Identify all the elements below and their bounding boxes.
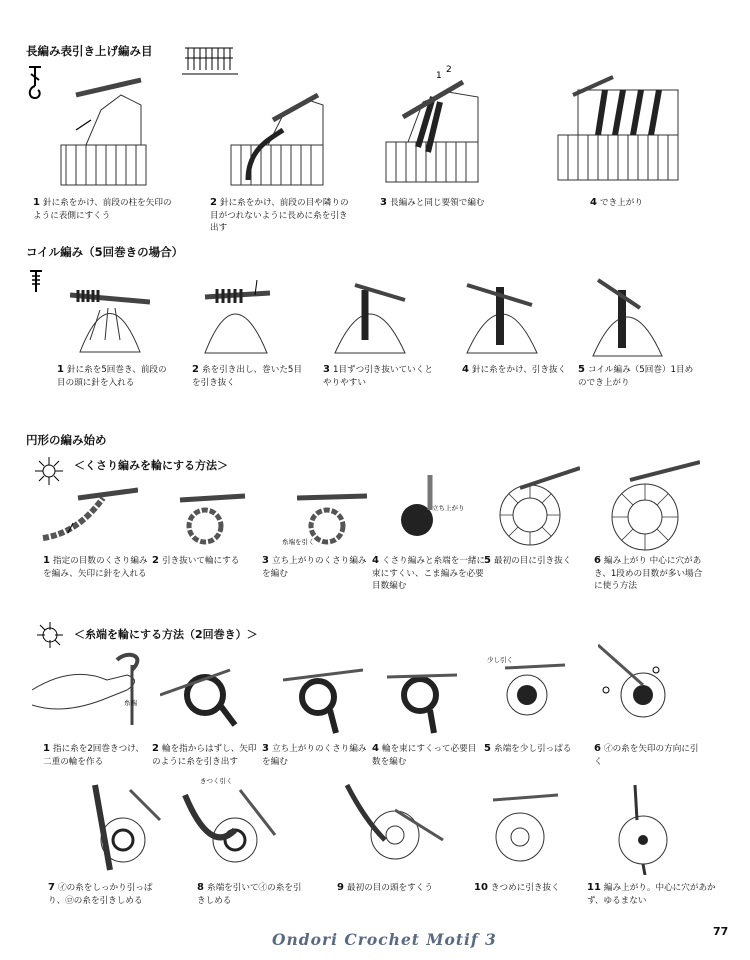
- magic-ring-step-1-illustration: [32, 645, 147, 730]
- label-pull-tail: 糸端を引く: [282, 538, 315, 546]
- magic-ring-step-5-caption: 5 糸端を少し引っぱる: [484, 743, 572, 754]
- magic-ring-step-11-illustration: [605, 780, 685, 875]
- stitch-chart-icon: [180, 44, 240, 82]
- label-turning-chain: 立ち上がり: [432, 504, 465, 512]
- front-post-step-4-caption: 4 でき上がり: [590, 197, 643, 208]
- coil-stitch-symbol-icon: [28, 268, 44, 298]
- chain-ring-step-4-illustration: [382, 470, 472, 545]
- front-post-step-3-illustration: [378, 62, 488, 187]
- magic-ring-step-7-illustration: [75, 780, 165, 875]
- page-number: 77: [713, 925, 729, 938]
- subsection-title-chain-ring: ＜くさり編みを輪にする方法＞: [74, 459, 228, 472]
- chain-ring-step-4-caption: 4 くさり編みと糸端を一緒に束にすくい、こま編みを必要目数編む: [372, 555, 486, 591]
- arrow-label-1: 1: [436, 71, 442, 81]
- section-title-circle-start: 円形の編み始め: [26, 433, 107, 447]
- magic-ring-step-7-caption: 7 ㋑の糸をしっかり引っぱり、㋺の糸を引きしめる: [48, 882, 153, 906]
- arrow-label-2: 2: [446, 65, 452, 75]
- magic-ring-step-5-illustration: [485, 650, 570, 735]
- chain-ring-step-6-illustration: [600, 460, 700, 555]
- chain-ring-step-1-caption: 1 指定の目数のくさり編みを編み、矢印に針を入れる: [43, 555, 148, 579]
- section-title-coil-stitch: コイル編み（5回巻きの場合）: [26, 245, 184, 259]
- label-yarn-tail: 糸端: [124, 699, 137, 707]
- subsection-title-magic-ring: ＜糸端を輪にする方法（2回巻き）＞: [74, 628, 258, 641]
- magic-ring-step-6-illustration: [598, 640, 683, 735]
- front-post-step-1-caption: 1 針に糸をかけ、前段の柱を矢印のように表側にすくう: [33, 197, 172, 221]
- coil-step-5-illustration: [590, 278, 665, 358]
- magic-ring-step-4-illustration: [382, 655, 462, 735]
- chain-ring-step-5-caption: 5 最初の目に引き抜く: [484, 555, 572, 566]
- chain-ring-step-3-illustration: [282, 478, 372, 548]
- chain-ring-step-2-illustration: [160, 478, 250, 548]
- magic-ring-step-6-caption: 6 ㋑の糸を矢印の方向に引く: [594, 743, 699, 767]
- magic-ring-step-10-caption: 10 きつめに引き抜く: [474, 882, 560, 893]
- magic-ring-step-11-caption: 11 編み上がり。中心に穴があかず、ゆるまない: [587, 882, 716, 906]
- magic-ring-step-4-caption: 4 輪を束にすくって必要目数を編む: [372, 743, 477, 767]
- coil-step-1-illustration: [70, 280, 150, 355]
- coil-step-5-caption: 5 コイル編み（5回巻）1目めのでき上がり: [578, 364, 694, 388]
- coil-step-3-illustration: [330, 280, 410, 355]
- front-post-step-2-illustration: [228, 90, 328, 190]
- coil-step-4-caption: 4 針に糸をかけ、引き抜く: [462, 364, 567, 375]
- coil-step-2-caption: 2 糸を引き出し、巻いた5目を引き抜く: [192, 364, 302, 388]
- label-pull-slightly: 少し引く: [487, 656, 513, 664]
- magic-ring-step-2-caption: 2 輪を指からはずし、矢印のように糸を引き出す: [152, 743, 257, 767]
- coil-step-1-caption: 1 針に糸を5回巻き、前段の目の頭に針を入れる: [57, 364, 167, 388]
- front-post-symbol-icon: [26, 64, 48, 108]
- chain-ring-step-1-illustration: [38, 478, 138, 543]
- chain-ring-step-3-caption: 3 立ち上がりのくさり編みを編む: [262, 555, 367, 579]
- chain-ring-step-6-caption: 6 編み上がり 中心に穴があき、1段めの目数が多い場合に使う方法: [594, 555, 703, 591]
- coil-step-4-illustration: [462, 275, 542, 355]
- footer-book-title: Ondori Crochet Motif 3: [272, 930, 497, 949]
- magic-ring-step-3-illustration: [278, 655, 368, 735]
- magic-ring-step-2-illustration: [160, 655, 250, 730]
- label-pull-tight: きつく引く: [200, 777, 233, 785]
- magic-ring-step-1-caption: 1 指に糸を2回巻きつけ、二重の輪を作る: [43, 743, 145, 767]
- magic-ring-step-8-illustration: [180, 775, 280, 875]
- magic-ring-step-10-illustration: [478, 775, 563, 870]
- chain-ring-step-2-caption: 2 引き抜いて輪にする: [152, 555, 240, 566]
- chain-ring-step-5-illustration: [485, 463, 580, 553]
- front-post-step-1-illustration: [56, 75, 151, 190]
- magic-ring-step-9-caption: 9 最初の目の頭をすくう: [337, 882, 433, 893]
- front-post-step-3-caption: 3 長編みと同じ要領で編む: [380, 197, 485, 208]
- magic-ring-step-3-caption: 3 立ち上がりのくさり編みを編む: [262, 743, 367, 767]
- coil-step-2-illustration: [195, 275, 275, 355]
- front-post-step-4-illustration: [553, 75, 683, 190]
- coil-step-3-caption: 3 1目ずつ引き抜いていくとやりやすい: [323, 364, 433, 388]
- magic-ring-step-9-illustration: [345, 780, 445, 870]
- magic-ring-step-8-caption: 8 糸端を引いて㋑の糸を引きしめる: [197, 882, 302, 906]
- section-title-front-post: 長編み表引き上げ編み目: [26, 44, 153, 58]
- front-post-step-2-caption: 2 針に糸をかけ、前段の目や隣りの目がつれないように長めに糸を引き出す: [210, 197, 349, 233]
